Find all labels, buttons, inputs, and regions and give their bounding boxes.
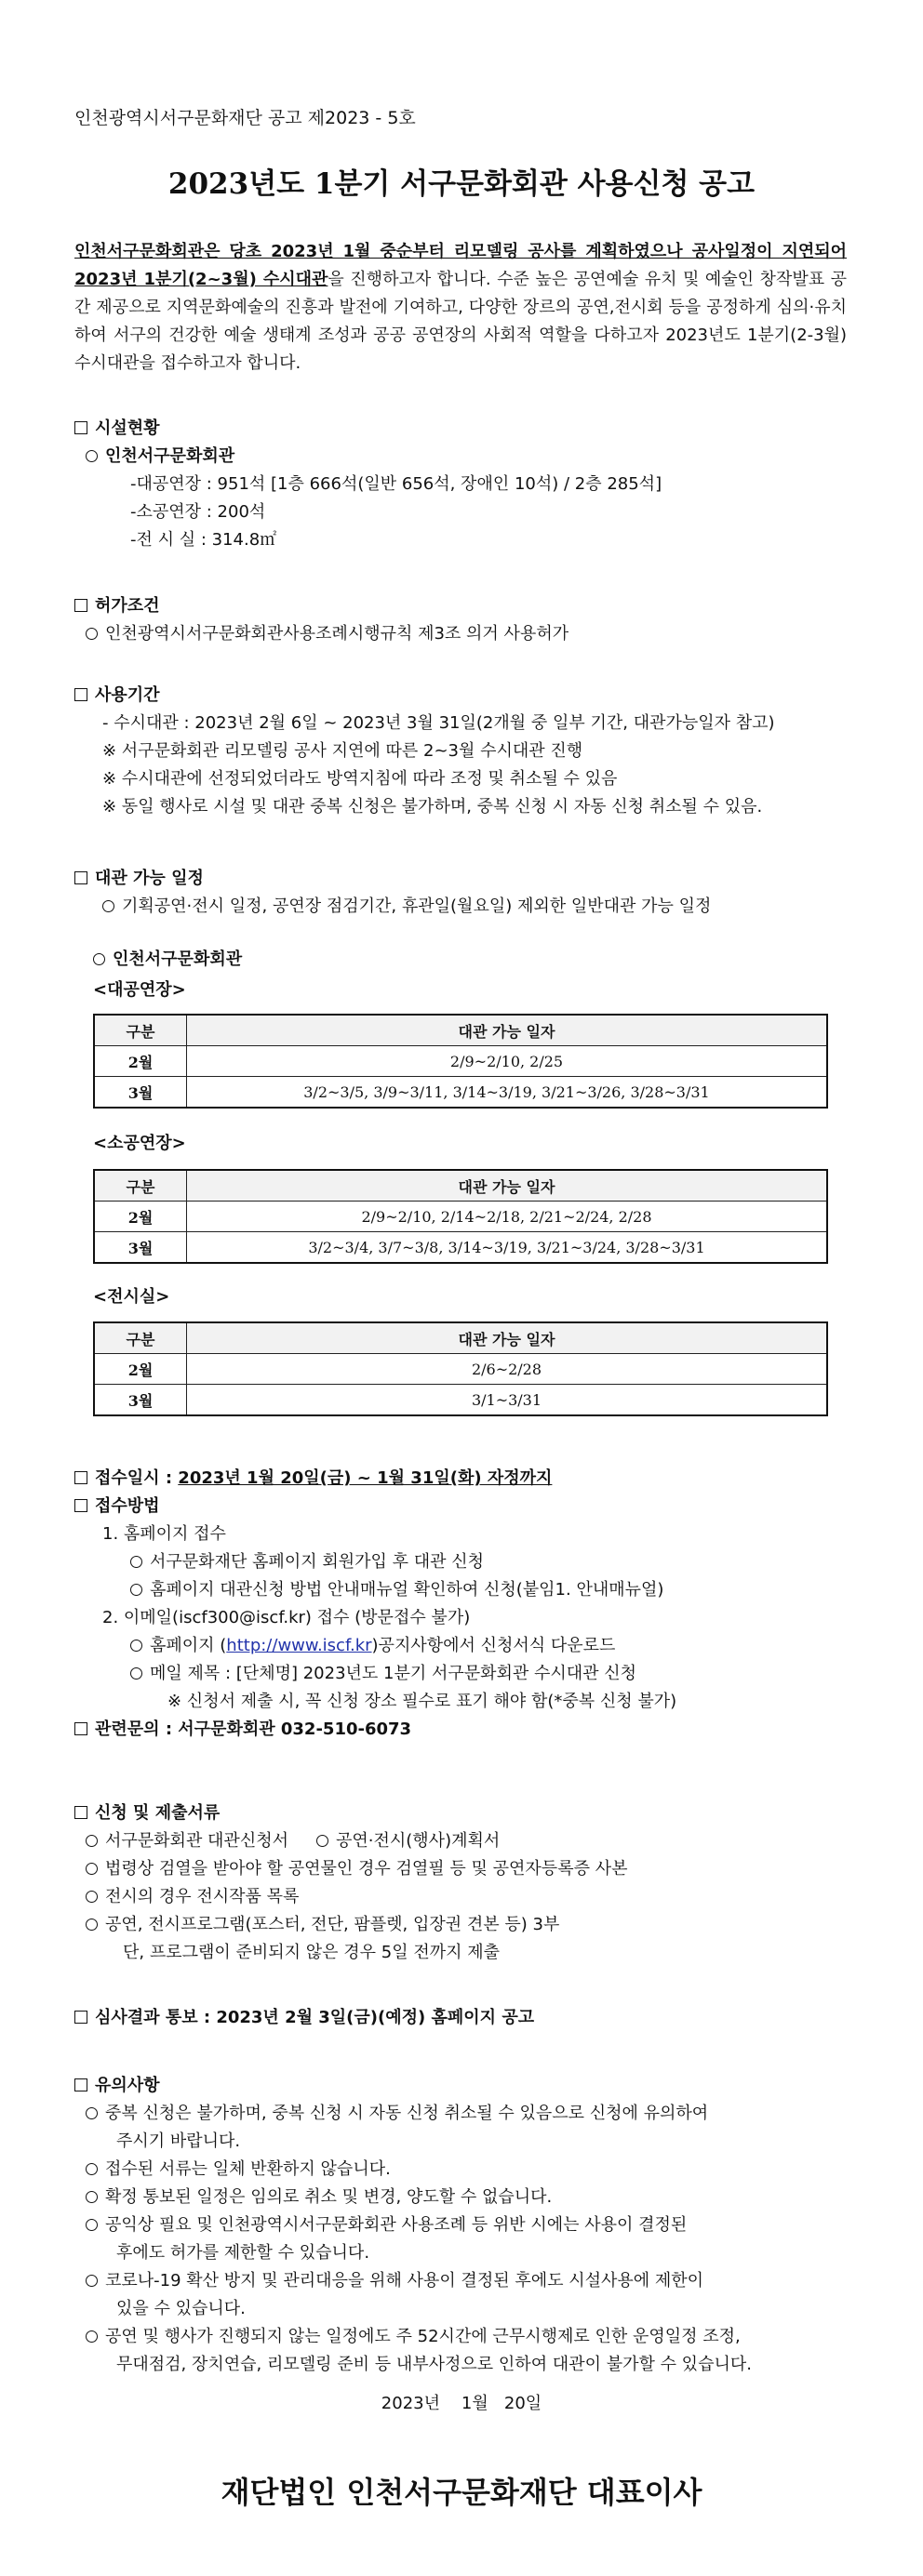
circle-bullet-icon — [316, 1835, 328, 1847]
doc-number: 인천광역시서구문화재단 공고 제2023 - 5호 — [74, 108, 416, 128]
venue-heading — [93, 946, 865, 974]
col-dates: 대관 가능 일자 — [187, 1170, 828, 1202]
contact-text: 관련문의 : 서구문화회관 032-510-6073 — [95, 1720, 412, 1739]
checkbox-icon — [74, 688, 87, 701]
method-item: 홈페이지 ( — [150, 1636, 227, 1655]
circle-bullet-icon — [86, 1863, 98, 1875]
month-cell: 3월 — [94, 1077, 187, 1109]
period-note: ※ 동일 행사로 시설 및 대관 중복 신청은 불가하며, 중복 신청 시 자동 신청 취소될 수 있음. — [102, 797, 763, 817]
dates-cell: 2/9~2/10, 2/14~2/18, 2/21~2/24, 2/28 — [187, 1202, 828, 1232]
document-item: 공연, 전시프로그램(포스터, 전단, 팜플렛, 입장권 견본 등) 3부 — [105, 1915, 560, 1934]
col-month: 구분 — [94, 1170, 187, 1202]
note-item: 접수된 서류는 일체 반환하지 않습니다. — [105, 2159, 391, 2179]
document-item: 전시의 경우 전시작품 목록 — [105, 1887, 300, 1906]
intro-underlined: 인천서구문화회관은 당초 2023년 1월 중순부터 리모델링 공사를 계획하였으나 공사일정이 지연되어 2023년 1분기(2~3월) 수시대관 — [74, 242, 847, 289]
method-item: 1. 홈페이지 접수 — [102, 1524, 226, 1544]
checkbox-icon — [74, 421, 87, 434]
table-row — [94, 1385, 827, 1416]
permit-text: 인천광역시서구문화회관사용조례시행규칙 제3조 의거 사용허가 — [105, 624, 569, 644]
large-hall-label: <대공연장> — [93, 980, 186, 1000]
availability-section — [74, 865, 847, 921]
facility-section — [74, 415, 847, 554]
note-item: 코로나-19 확산 방지 및 관리대응을 위해 사용이 결정된 후에도 시설사용에 제한이 — [105, 2271, 704, 2291]
col-dates: 대관 가능 일자 — [187, 1015, 828, 1046]
method-item: 서구문화재단 홈페이지 회원가입 후 대관 신청 — [150, 1552, 484, 1572]
dates-cell: 3/1~3/31 — [187, 1385, 828, 1416]
col-month: 구분 — [94, 1015, 187, 1046]
circle-bullet-icon — [86, 2275, 98, 2287]
receipt-method-section — [74, 1465, 847, 1744]
period-note: ※ 수시대관에 선정되었더라도 방역지침에 따라 조정 및 취소될 수 있음 — [102, 769, 618, 789]
availability-heading: 대관 가능 일정 — [95, 869, 204, 888]
circle-bullet-icon — [86, 2191, 98, 2203]
circle-bullet-icon — [86, 2219, 98, 2231]
gallery-table — [93, 1321, 828, 1416]
method-item: )공지사항에서 신청서식 다운로드 — [371, 1636, 616, 1655]
table-row — [94, 1077, 827, 1109]
checkbox-icon — [74, 1806, 87, 1819]
circle-bullet-icon — [86, 628, 98, 640]
circle-bullet-icon — [86, 450, 98, 462]
table-header-row — [94, 1015, 827, 1046]
checkbox-icon — [74, 871, 87, 884]
col-dates: 대관 가능 일자 — [187, 1322, 828, 1354]
permit-section — [74, 592, 847, 648]
dates-cell: 2/6~2/28 — [187, 1354, 828, 1385]
facility-heading: 시설현황 — [95, 418, 160, 438]
result-section — [74, 2004, 847, 2032]
permit-heading: 허가조건 — [95, 596, 160, 616]
table-header-row — [94, 1322, 827, 1354]
month-cell: 2월 — [94, 1354, 187, 1385]
month-cell: 3월 — [94, 1385, 187, 1416]
large-hall-table — [93, 1014, 828, 1109]
checkbox-icon — [74, 1722, 87, 1735]
small-hall-table — [93, 1169, 828, 1264]
circle-bullet-icon — [86, 2107, 98, 2119]
documents-heading: 신청 및 제출서류 — [95, 1803, 221, 1823]
venue-name: 인천서구문화회관 — [113, 949, 243, 969]
note-item: 있을 수 있습니다. — [116, 2299, 246, 2318]
circle-bullet-icon — [86, 2330, 98, 2343]
checkbox-icon — [74, 2078, 87, 2091]
circle-bullet-icon — [130, 1667, 142, 1680]
circle-bullet-icon — [86, 1919, 98, 1931]
table-header-row — [94, 1170, 827, 1202]
intro-paragraph — [74, 238, 847, 378]
method-item: 홈페이지 대관신청 방법 안내매뉴얼 확인하여 신청(붙임1. 안내매뉴얼) — [150, 1580, 664, 1600]
note-item: 무대점검, 장치연습, 리모델링 준비 등 내부사정으로 인하여 대관이 불가할 수 있습니다. — [116, 2355, 752, 2374]
month-cell: 3월 — [94, 1232, 187, 1264]
checkbox-icon — [74, 599, 87, 612]
note-item: 공연 및 행사가 진행되지 않는 일정에도 주 52시간에 근무시행제로 인한 운영일정 조정, — [105, 2327, 741, 2346]
col-month: 구분 — [94, 1322, 187, 1354]
table-row — [94, 1202, 827, 1232]
receipt-date: 2023년 1월 20일(금) ~ 1월 31일(화) 자정까지 — [178, 1468, 553, 1488]
circle-bullet-icon — [102, 900, 114, 912]
method-heading: 접수방법 — [95, 1496, 160, 1516]
month-cell: 2월 — [94, 1046, 187, 1077]
checkbox-icon — [74, 2011, 87, 2024]
circle-bullet-icon — [130, 1556, 142, 1568]
note-item: 중복 신청은 불가하며, 중복 신청 시 자동 신청 취소될 수 있음으로 신청에 유의하여 — [105, 2104, 709, 2123]
method-note: ※ 신청서 제출 시, 꼭 신청 장소 필수로 표기 해야 함(*중복 신청 불가) — [167, 1692, 677, 1711]
documents-section — [74, 1799, 847, 1967]
note-item: 공익상 필요 및 인천광역시서구문화회관 사용조례 등 위반 시에는 사용이 결정된 — [105, 2215, 688, 2235]
availability-text: 기획공연·전시 일정, 공연장 점검기간, 휴관일(월요일) 제외한 일반대관 가능 일정 — [122, 896, 712, 916]
table-row — [94, 1232, 827, 1264]
notice-date: 2023년 1월 20일 — [381, 2394, 542, 2413]
homepage-link[interactable]: http://www.iscf.kr — [226, 1636, 372, 1655]
document-item: 공연·전시(행사)계획서 — [336, 1831, 501, 1851]
organization-signature: 재단법인 인천서구문화재단 대표이사 — [221, 2475, 702, 2510]
note-item: 주시기 바랍니다. — [116, 2131, 241, 2151]
facility-gallery: -전 시 실 : 314.8㎡ — [130, 530, 277, 550]
receipt-label: 접수일시 : — [95, 1468, 179, 1488]
gallery-label: <전시실> — [93, 1287, 170, 1307]
circle-bullet-icon — [86, 1835, 98, 1847]
dates-cell: 2/9~2/10, 2/25 — [187, 1046, 828, 1077]
circle-bullet-icon — [130, 1584, 142, 1596]
result-text: 심사결과 통보 : 2023년 2월 3일(금)(예정) 홈페이지 공고 — [95, 2008, 535, 2027]
period-section — [74, 682, 847, 821]
circle-bullet-icon — [86, 2163, 98, 2175]
page-title: 2023년도 1분기 서구문화회관 사용신청 공고 — [167, 167, 756, 201]
document-item: 법령상 검열을 받아야 할 공연물인 경우 검열필 등 및 공연자등록증 사본 — [105, 1859, 628, 1879]
period-note: ※ 서구문화회관 리모델링 공사 지연에 따른 2~3월 수시대관 진행 — [102, 741, 583, 761]
facility-small: -소공연장 : 200석 — [130, 502, 266, 522]
period-line: - 수시대관 : 2023년 2월 6일 ~ 2023년 3월 31일(2개월 중 일부 기간, 대관가능일자 참고) — [102, 713, 775, 733]
document-item: 단, 프로그램이 준비되지 않은 경우 5일 전까지 제출 — [123, 1943, 500, 1962]
document-item: 서구문화회관 대관신청서 — [105, 1831, 288, 1851]
circle-bullet-icon — [93, 953, 105, 965]
checkbox-icon — [74, 1471, 87, 1484]
circle-bullet-icon — [86, 1891, 98, 1903]
note-item: 후에도 허가를 제한할 수 있습니다. — [116, 2243, 370, 2263]
notes-heading: 유의사항 — [95, 2076, 160, 2095]
method-item: 메일 제목 : [단체명] 2023년도 1분기 서구문화회관 수시대관 신청 — [150, 1664, 637, 1683]
note-item: 확정 통보된 일정은 임의로 취소 및 변경, 양도할 수 없습니다. — [105, 2187, 553, 2207]
facility-name: 인천서구문화회관 — [105, 446, 235, 466]
small-hall-label: <소공연장> — [93, 1134, 186, 1153]
facility-large: -대공연장 : 951석 [1층 666석(일반 656석, 장애인 10석) / 2층 285석] — [130, 474, 662, 494]
checkbox-icon — [74, 1499, 87, 1512]
circle-bullet-icon — [130, 1640, 142, 1652]
dates-cell: 3/2~3/5, 3/9~3/11, 3/14~3/19, 3/21~3/26, 3/28~3/31 — [187, 1077, 828, 1109]
table-row — [94, 1354, 827, 1385]
period-heading: 사용기간 — [95, 685, 160, 705]
month-cell: 2월 — [94, 1202, 187, 1232]
table-row — [94, 1046, 827, 1077]
method-item: 2. 이메일(iscf300@iscf.kr) 접수 (방문접수 불가) — [102, 1608, 471, 1627]
notes-section — [74, 2072, 847, 2379]
intro-rest: 을 진행하고자 합니다. 수준 높은 공연예술 유치 및 예술인 창작발표 공간 제공으로 지역문화예술의 진흥과 발전에 기여하고, 다양한 장르의 공연,전시회 등을 공정하게 심의·유치하여 서구의 건강한 예술 생태계 조성과 공공 공연장의 사회적 역할을 다하고자 2023년도 1분기(2-3월) 수시대관을 접수하고자 합니다. — [74, 270, 847, 373]
dates-cell: 3/2~3/4, 3/7~3/8, 3/14~3/19, 3/21~3/24, 3/28~3/31 — [187, 1232, 828, 1264]
